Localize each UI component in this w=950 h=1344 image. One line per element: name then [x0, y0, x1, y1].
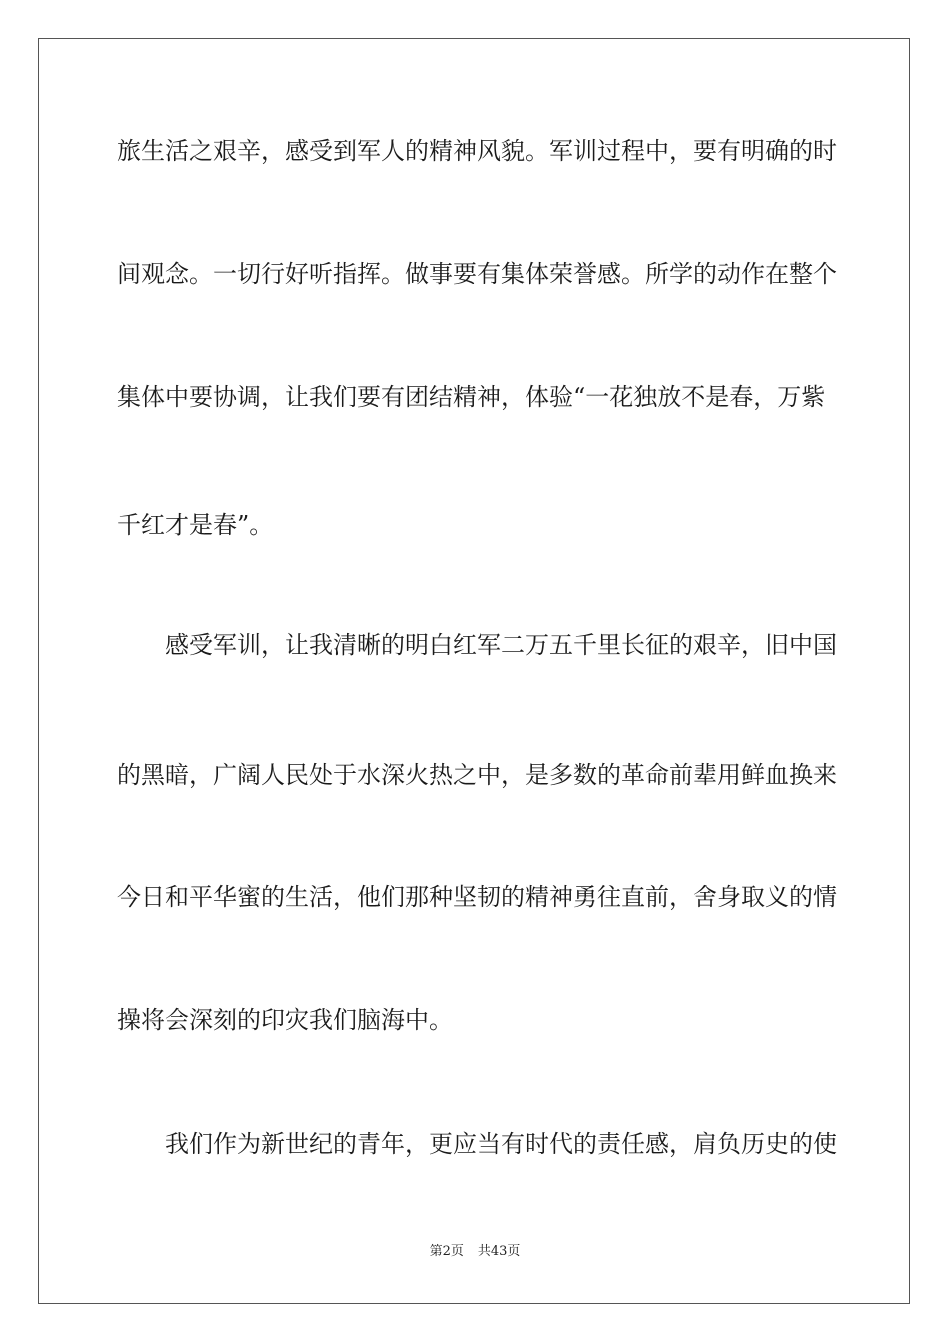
paragraph-2-line-3: 今日和平华蜜的生活，他们那种坚韧的精神勇往直前，舍身取义的情 — [117, 883, 837, 911]
page-footer — [0, 1243, 950, 1261]
paragraph-1-line-4: 千红才是春”。 — [117, 511, 274, 539]
paragraph-2-line-4: 操将会深刻的印灾我们脑海中。 — [117, 1006, 453, 1034]
paragraph-1-line-2: 间观念。一切行好听指挥。做事要有集体荣誉感。所学的动作在整个 — [117, 260, 837, 288]
paragraph-1-line-3: 集体中要协调，让我们要有团结精神，体验“一花独放不是春，万紫 — [117, 383, 826, 411]
page-total: 共43页 — [477, 1244, 521, 1259]
page-frame — [38, 38, 910, 1304]
paragraph-3-line-1: 我们作为新世纪的青年，更应当有时代的责任感，肩负历史的使 — [165, 1130, 837, 1158]
paragraph-2-line-1: 感受军训，让我清晰的明白红军二万五千里长征的艰辛，旧中国 — [165, 631, 837, 659]
page-number: 第2页 — [429, 1244, 464, 1259]
paragraph-1-line-1: 旅生活之艰辛，感受到军人的精神风貌。军训过程中，要有明确的时 — [117, 137, 837, 165]
paragraph-2-line-2: 的黑暗，广阔人民处于水深火热之中，是多数的革命前辈用鲜血换来 — [117, 761, 837, 789]
